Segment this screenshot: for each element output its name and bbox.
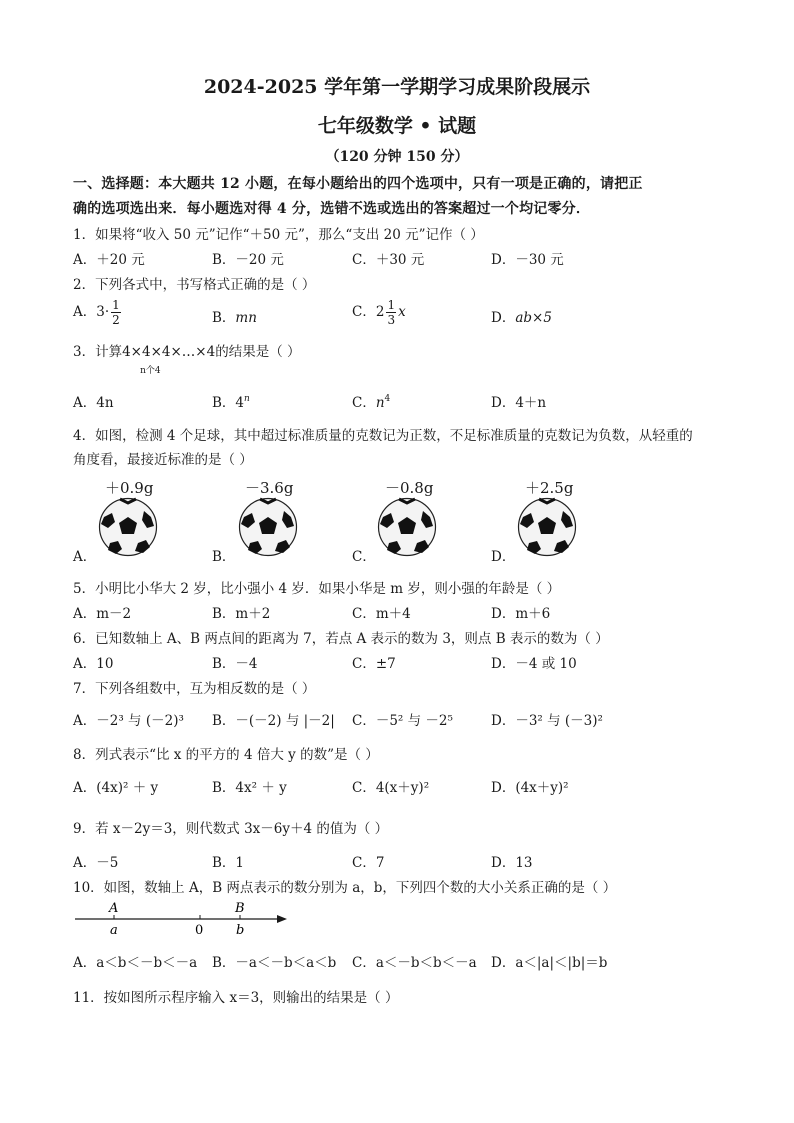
q10-option-b: B．－a＜－b＜a＜b [212, 955, 337, 971]
q7-option-b: B．－(－2) 与 |－2| [212, 713, 335, 729]
q3-stem-suffix: 的结果是（ ） [215, 344, 301, 360]
q10-zero-label: 0 [195, 923, 204, 938]
exam-subtitle: 七年级数学 • 试题 [317, 115, 477, 137]
q3-d-label: D． [491, 395, 516, 411]
q2-option-d [491, 306, 552, 326]
q7-option-c: C．－5² 与 －2⁵ [352, 713, 453, 729]
q10-option-c: C．a＜－b＜b＜－a [352, 955, 477, 971]
q4-option-a-label: A． [73, 549, 97, 565]
q2-option-a: A．3· $\frac{1}{2}$ [73, 298, 120, 327]
q1-option-c: C．＋30 元 [352, 252, 425, 268]
q2-c-fraction [386, 298, 396, 327]
q8-option-d: D．(4x＋y)² [491, 780, 569, 796]
q2-a-label: A． [73, 304, 97, 320]
q5-option-b: B．m＋2 [212, 606, 271, 622]
q2-a-fraction [111, 298, 121, 327]
question-8-stem: 8．列式表示“比 x 的平方的 4 倍大 y 的数”是（ ） [73, 747, 379, 763]
soccer-ball-d-icon [517, 497, 577, 557]
q3-stem-expr: 4×4×4×…×4 [122, 344, 216, 360]
q2-c-var: x [398, 304, 406, 320]
q3-option-a: A．4n [73, 395, 114, 411]
q9-option-c: C．7 [352, 855, 385, 871]
q3-option-d [491, 391, 546, 411]
q2-a-int: 3 [96, 304, 105, 320]
q4-weight-d: ＋2.5g [525, 479, 574, 497]
q5-option-c: C．m＋4 [352, 606, 411, 622]
q1-option-a: A．＋20 元 [73, 252, 145, 268]
q2-a-den: 2 [112, 313, 120, 327]
q2-option-b [212, 306, 257, 326]
q3-c-base: n [375, 395, 385, 411]
q7-option-d: D．－3² 与 (－3)² [491, 713, 603, 729]
q3-b-exp: n [244, 394, 250, 404]
q3-c-exp: 4 [384, 394, 391, 404]
q10-axis-arrow [277, 915, 287, 923]
q2-d-label: D． [491, 310, 516, 326]
q10-number-line [73, 898, 293, 940]
question-6-stem: 6．已知数轴上 A、B 两点间的距离为 7，若点 A 表示的数为 3，则点 B 表示的数为（ ） [73, 631, 609, 647]
question-3-stem [73, 340, 301, 376]
q3-b-label: B． [212, 395, 236, 411]
q2-c-int: 2 [375, 304, 385, 320]
q4-option-d-label: D． [491, 549, 516, 565]
q9-option-d: D．13 [491, 855, 533, 871]
q2-option-c [352, 298, 406, 327]
question-10-stem: 10．如图，数轴上 A，B 两点表示的数分别为 a，b，下列四个数的大小关系正确的是（ ） [73, 880, 617, 896]
q5-option-a: A．m－2 [73, 606, 132, 622]
q2-c-num: 1 [387, 298, 396, 312]
q6-option-b: B．－4 [212, 656, 258, 672]
q3-option-c [352, 391, 390, 411]
q3-stem-expr-wrap [122, 344, 216, 376]
q1-option-b: B．－20 元 [212, 252, 284, 268]
q4-weight-c: －0.8g [385, 479, 434, 497]
q3-b-base: 4 [235, 395, 245, 411]
soccer-ball-a-icon [98, 497, 158, 557]
question-7-stem: 7．下列各组数中，互为相反数的是（ ） [73, 681, 316, 697]
exam-title: 2024-2025 学年第一学期学习成果阶段展示 [203, 76, 591, 98]
q8-option-a: A．(4x)² ＋ y [73, 780, 159, 796]
q2-b-expr: mn [235, 310, 257, 326]
soccer-ball-c-icon [377, 497, 437, 557]
soccer-ball-b-icon [238, 497, 298, 557]
q3-stem-prefix: 3．计算 [73, 344, 123, 360]
q2-b-label: B． [212, 310, 236, 326]
q10-point-a-value: a [110, 923, 118, 938]
q5-option-d: D．m＋6 [491, 606, 551, 622]
q10-point-b-value: b [236, 923, 245, 938]
q8-option-b: B．4x² ＋ y [212, 780, 287, 796]
q2-d-expr: ab×5 [515, 310, 552, 326]
question-1-stem: 1．如果将“收入 50 元”记作“＋50 元”，那么“支出 20 元”记作（ ） [73, 227, 484, 243]
question-2-stem: 2．下列各式中，书写格式正确的是（ ） [73, 277, 316, 293]
q4-weight-b: －3.6g [245, 479, 294, 497]
q10-option-d: D．a＜|a|＜|b|＝b [491, 955, 608, 971]
q10-option-a: A．a＜b＜－b＜－a [73, 955, 198, 971]
section-instructions-line1: 一、选择题：本大题共 12 小题，在每小题给出的四个选项中，只有一项是正确的，请把正 [73, 176, 643, 192]
question-11-stem: 11．按如图所示程序输入 x＝3，则输出的结果是（ ） [73, 990, 399, 1006]
q9-option-b: B．1 [212, 855, 245, 871]
q3-option-b [212, 391, 250, 411]
question-5-stem: 5．小明比小华大 2 岁，比小强小 4 岁．如果小华是 m 岁，则小强的年龄是（ ） [73, 581, 561, 597]
q6-option-c: C．±7 [352, 656, 396, 672]
q3-c-label: C． [352, 395, 376, 411]
q4-weight-a: ＋0.9g [105, 479, 154, 497]
q6-option-a: A．10 [73, 656, 114, 672]
question-9-stem: 9．若 x－2y＝3，则代数式 3x－6y＋4 的值为（ ） [73, 821, 389, 837]
q2-a-num: 1 [112, 298, 120, 312]
q7-option-a: A．－2³ 与 (－2)³ [73, 713, 184, 729]
question-4-stem-line2: 角度看，最接近标准的是（ ） [73, 452, 253, 468]
q4-option-c-label: C． [352, 549, 376, 565]
exam-time-score: （120 分钟 150 分） [325, 149, 469, 165]
section-instructions-line2: 确的选项选出来．每小题选对得 4 分，选错不选或选出的答案超过一个均记零分． [73, 201, 591, 217]
q9-option-a: A．－5 [73, 855, 119, 871]
question-4-stem-line1: 4．如图，检测 4 个足球，其中超过标准质量的克数记为正数，不足标准质量的克数记为负数，从轻重的 [73, 428, 693, 444]
q2-c-label: C． [352, 304, 376, 320]
q6-option-d: D．－4 或 10 [491, 656, 577, 672]
q1-option-d: D．－30 元 [491, 252, 564, 268]
q4-option-b-label: B． [212, 549, 236, 565]
q8-option-c: C．4(x＋y)² [352, 780, 430, 796]
q2-c-den: 3 [387, 313, 396, 327]
q10-point-B-label: B [235, 901, 245, 916]
q3-d-expr: 4＋n [515, 395, 547, 411]
q10-point-A-label: A [109, 901, 119, 916]
q3-stem-under: n个4 [140, 366, 161, 376]
